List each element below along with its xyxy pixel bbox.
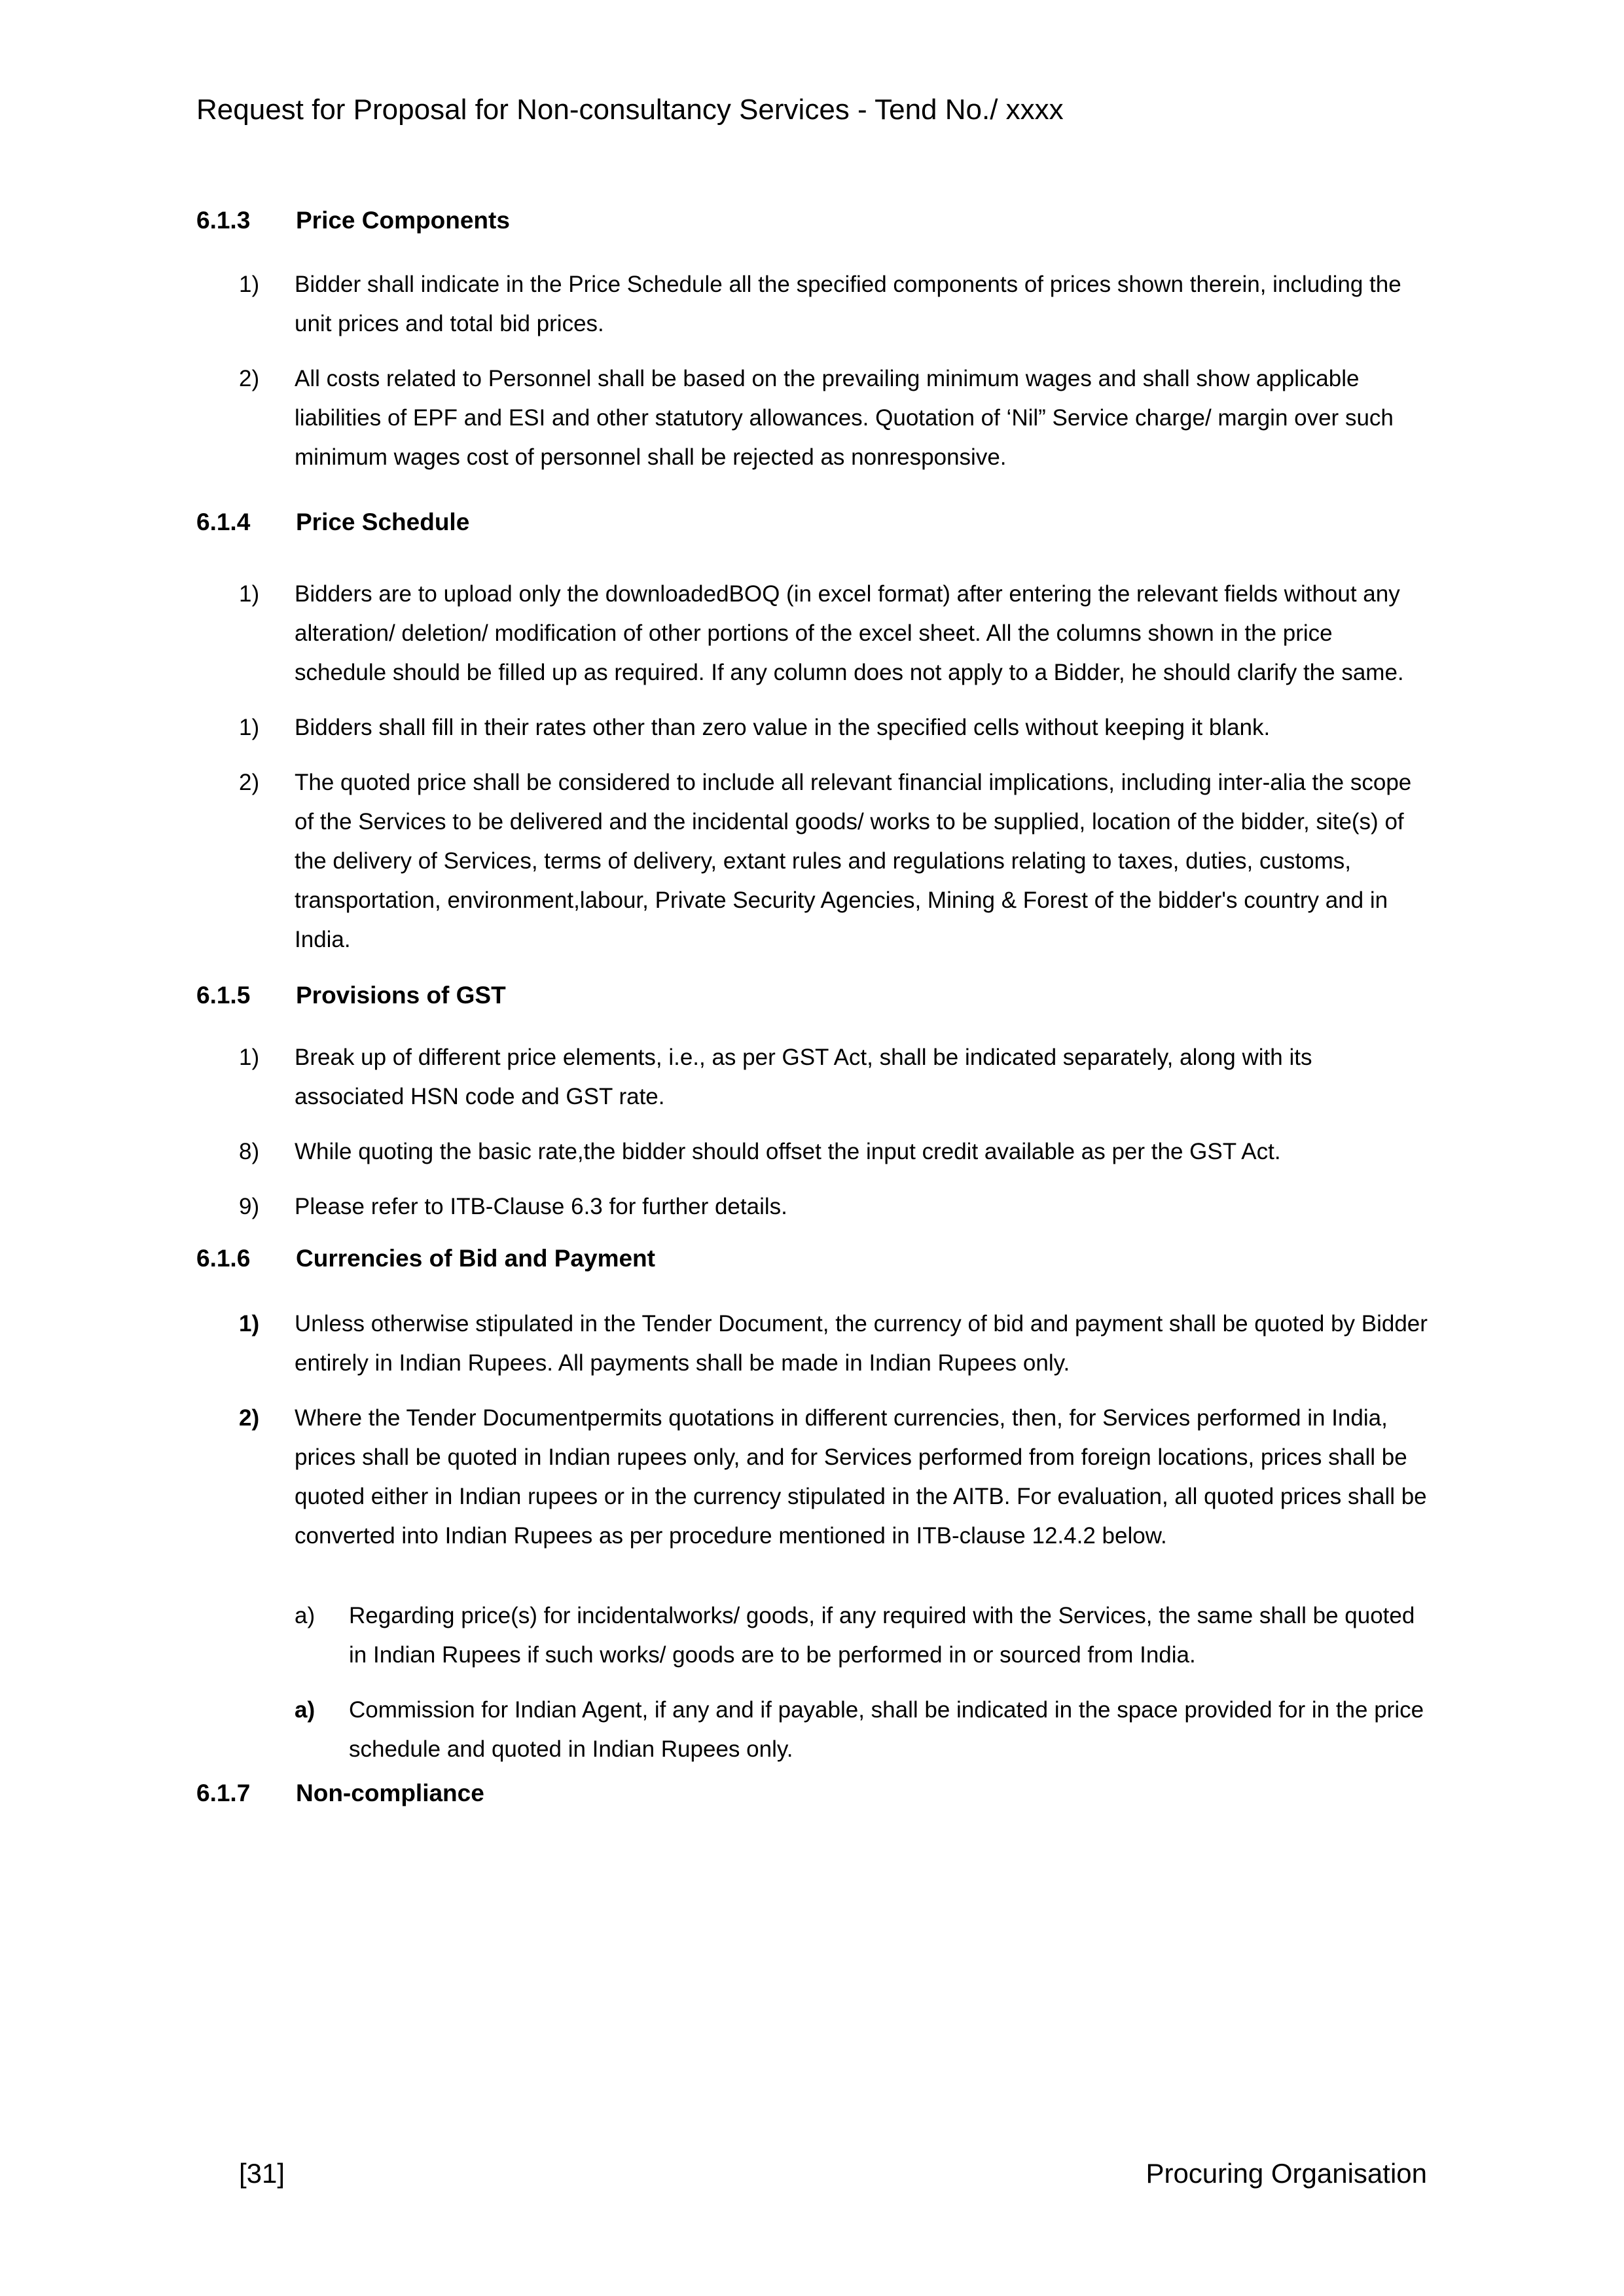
list-item-text: While quoting the basic rate,the bidder should offset the input credit available as per the GST Act. [295, 1139, 1281, 1164]
list-item-marker: 2) [239, 770, 260, 795]
list-item [239, 575, 1428, 692]
list-item-text: The quoted price shall be considered to include all relevant financial implications, including inter-alia the scope of the Services to be delivered and the incidental goods/ works to be supplied, location of the bidder, site(s) of the delivery of Services, terms of delivery, extant rules and regulations relating to taxes, duties, customs, transportation, environment,labour, Private Security Agencies, Mining & Forest of the bidder's country and in India. [295, 770, 1412, 952]
list-item [239, 1132, 1428, 1172]
list-item-text: Unless otherwise stipulated in the Tender Document, the currency of bid and payment shall be quoted by Bidder entirely in Indian Rupees. All payments shall be made in Indian Rupees only. [295, 1311, 1428, 1376]
list-item-marker: 2) [239, 366, 260, 391]
section-heading [196, 506, 1428, 539]
section-heading [196, 204, 1428, 237]
list-item [239, 265, 1428, 344]
section-price-components [196, 204, 1428, 477]
list-item-text: Bidder shall indicate in the Price Schedule all the specified components of prices shown therein, including the unit prices and total bid prices. [295, 272, 1401, 336]
numbered-list [196, 1304, 1428, 1556]
page-footer [239, 2156, 1427, 2191]
list-item-marker: 1) [239, 715, 260, 740]
section-number: 6.1.7 [196, 1780, 251, 1806]
list-item-text: Bidders shall fill in their rates other than zero value in the specified cells without keeping it blank. [295, 715, 1271, 740]
section-number: 6.1.3 [196, 207, 251, 234]
page-header [196, 92, 1428, 128]
list-item-text: Break up of different price elements, i.e., as per GST Act, shall be indicated separately, along with its associated HSN code and GST rate. [295, 1045, 1312, 1109]
sublist-item [295, 1691, 1428, 1769]
list-item-text: Bidders are to upload only the downloadedBOQ (in excel format) after entering the relevant fields without any alteration/ deletion/ modification of other portions of the excel sheet. All the columns shown in the price schedule should be filled up as required. If any column does not apply to a Bidder, he should clarify the same. [295, 581, 1404, 685]
numbered-list [196, 575, 1428, 960]
section-price-schedule [196, 506, 1428, 960]
lettered-sublist [196, 1596, 1428, 1769]
sublist-item-text: Regarding price(s) for incidentalworks/ goods, if any required with the Services, the same shall be quoted in Indian Rupees if such works/ goods are to be performed in or sourced from India. [349, 1603, 1415, 1668]
section-heading [196, 1242, 1428, 1275]
section-heading [196, 1777, 1428, 1810]
section-number: 6.1.5 [196, 982, 251, 1009]
footer-page-number: [31] [239, 2158, 285, 2189]
header-title: Request for Proposal for Non-consultancy Services - Tend No./ xxxx [196, 94, 1064, 126]
list-item-text: Where the Tender Documentpermits quotations in different currencies, then, for Services performed in India, prices shall be quoted in Indian rupees only, and for Services performed from foreign locations, prices shall be quoted either in Indian rupees or in the currency stipulated in the AITB. For evaluation, all quoted prices shall be converted into Indian Rupees as per procedure mentioned in ITB-clause 12.4.2 below. [295, 1405, 1427, 1549]
list-item [239, 1187, 1428, 1227]
section-number: 6.1.6 [196, 1245, 251, 1272]
list-item-marker: 9) [239, 1194, 260, 1219]
list-item-marker: 1) [239, 272, 260, 297]
section-title: Non-compliance [296, 1780, 484, 1806]
list-item [239, 763, 1428, 960]
list-item [239, 359, 1428, 477]
list-item-marker: 1) [239, 581, 260, 607]
list-item-text: All costs related to Personnel shall be based on the prevailing minimum wages and shall show applicable liabilities of EPF and ESI and other statutory allowances. Quotation of ‘Nil” Service charge/ margin over such minimum wages cost of personnel shall be rejected as nonresponsive. [295, 366, 1394, 470]
sublist-item-marker: a) [295, 1603, 316, 1628]
list-item-marker: 2) [239, 1405, 260, 1431]
sublist-item [295, 1596, 1428, 1675]
section-non-compliance [196, 1777, 1428, 1810]
list-item-marker: 8) [239, 1139, 260, 1164]
list-item-marker: 1) [239, 1045, 260, 1070]
section-title: Price Components [296, 207, 510, 234]
sublist-item-marker: a) [295, 1697, 316, 1723]
section-number: 6.1.4 [196, 509, 251, 535]
list-item [239, 1399, 1428, 1556]
numbered-list [196, 265, 1428, 477]
section-title: Currencies of Bid and Payment [296, 1245, 655, 1272]
section-title: Price Schedule [296, 509, 470, 535]
section-heading [196, 979, 1428, 1012]
list-item [239, 1304, 1428, 1383]
list-item-marker: 1) [239, 1311, 260, 1336]
sublist-item-text: Commission for Indian Agent, if any and if payable, shall be indicated in the space provided for in the price schedule and quoted in Indian Rupees only. [349, 1697, 1424, 1762]
footer-organisation-label: Procuring Organisation [1146, 2158, 1427, 2189]
section-title: Provisions of GST [296, 982, 506, 1009]
section-currencies-of-bid-and-payment [196, 1242, 1428, 1769]
numbered-list [196, 1038, 1428, 1227]
section-provisions-of-gst [196, 979, 1428, 1227]
list-item [239, 708, 1428, 747]
list-item-text: Please refer to ITB-Clause 6.3 for further details. [295, 1194, 787, 1219]
list-item [239, 1038, 1428, 1117]
